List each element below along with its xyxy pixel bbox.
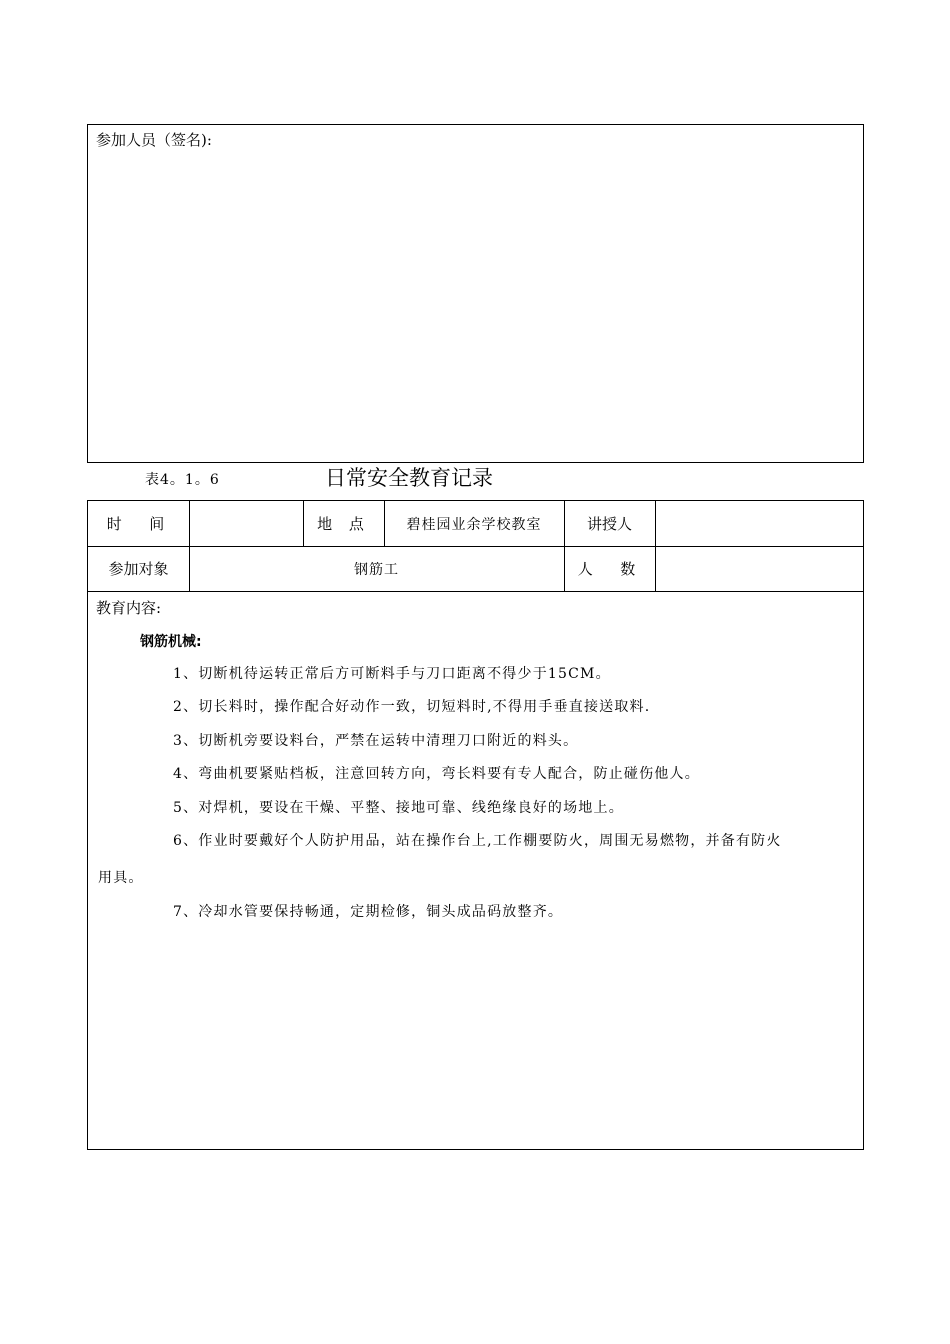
row-divider — [88, 591, 863, 592]
count-label-cell — [564, 546, 655, 591]
lecturer-label: 讲授人 — [586, 515, 632, 533]
signature-label: 参加人员（签名): — [96, 131, 212, 149]
target-value: 钢筋工 — [354, 561, 399, 578]
time-label-cell — [88, 501, 189, 546]
count-label: 人 数 — [577, 560, 642, 578]
lecturer-value-cell[interactable] — [655, 501, 863, 546]
table-number: 表4。1。6 — [145, 472, 220, 488]
list-item: 3、切断机旁要设料台，严禁在运转中清理刀口附近的料头。 — [173, 733, 579, 749]
target-label-cell — [88, 546, 189, 591]
list-item: 1、切断机待运转正常后方可断料手与刀口距离不得少于15CM。 — [173, 666, 611, 682]
time-value-cell[interactable] — [189, 501, 303, 546]
list-item: 2、切长料时，操作配合好动作一致，切短料时,不得用手垂直接送取料. — [173, 699, 651, 715]
place-value: 碧桂园业余学校教室 — [406, 516, 542, 533]
list-item: 5、对焊机，要设在干燥、平整、接地可靠、线绝缘良好的场地上。 — [173, 800, 624, 816]
list-item: 4、弯曲机要紧贴档板，注意回转方向，弯长料要有专人配合，防止碰伤他人。 — [173, 766, 700, 782]
education-record-table — [87, 500, 864, 1150]
place-label: 地 点 — [317, 515, 370, 533]
place-label-cell — [303, 501, 384, 546]
list-item: 用具。 — [98, 870, 144, 886]
list-item: 6、作业时要戴好个人防护用品，站在操作台上,工作棚要防火，周围无易燃物，并备有防火 — [173, 833, 782, 849]
lecturer-label-cell — [564, 501, 655, 546]
list-item: 7、冷却水管要保持畅通，定期检修，铜头成品码放整齐。 — [173, 904, 564, 920]
count-value-cell[interactable] — [655, 546, 863, 591]
content-label: 教育内容: — [96, 599, 162, 617]
time-label: 时 间 — [106, 515, 171, 533]
place-value-cell — [384, 501, 564, 546]
target-label: 参加对象 — [108, 560, 169, 578]
page-title: 日常安全教育记录 — [325, 466, 493, 490]
content-subheading: 钢筋机械: — [140, 634, 202, 650]
signature-box — [87, 124, 864, 463]
target-value-cell — [189, 546, 564, 591]
